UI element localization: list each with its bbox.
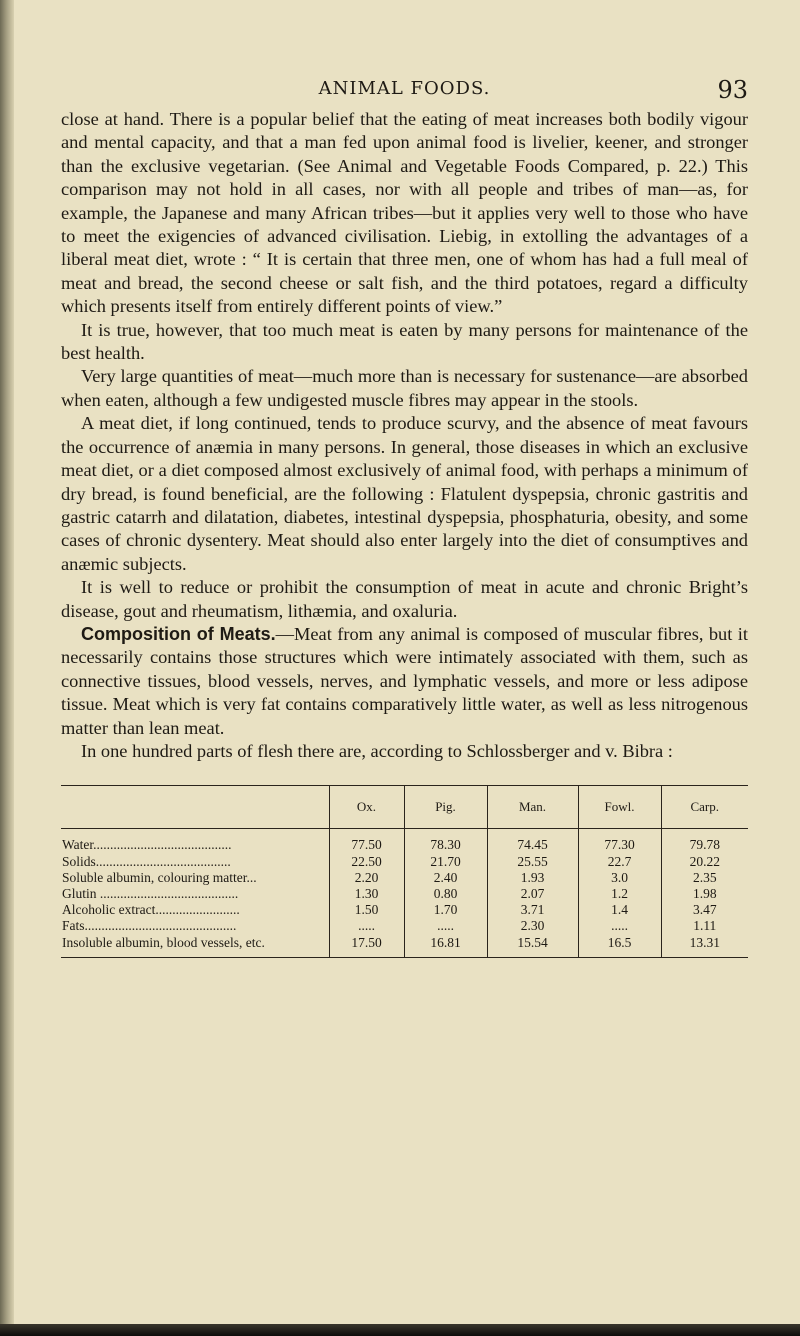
- composition-table: [61, 785, 748, 957]
- book-gutter-shadow: [0, 0, 14, 1336]
- column-values-ox: [329, 829, 404, 957]
- paragraph-composition: [61, 623, 748, 740]
- paragraph-large-quantities: Very large quantities of meat—much more than is necessary for sustenance—are absorbed when eaten, although a few undigested muscle fibres may appear in the stools.: [61, 366, 748, 410]
- table-cell: 3.71: [520, 902, 545, 918]
- table-cell: 3.47: [692, 902, 717, 918]
- table-body: [61, 829, 748, 957]
- table-cell: .....: [437, 918, 454, 934]
- table-cell: 3.0: [611, 869, 628, 885]
- column-values-fowl: [578, 829, 661, 957]
- table-cell: .....: [358, 918, 375, 934]
- table-cell: 1.2: [611, 885, 628, 901]
- column-values-carp: [661, 829, 748, 957]
- column-values-pig: [404, 829, 487, 957]
- table-cell: 1.11: [693, 918, 717, 934]
- row-label: Solids........................................: [62, 853, 231, 869]
- page-header: [61, 76, 748, 106]
- table-cell: 77.30: [604, 837, 635, 853]
- column-values-man: [487, 829, 578, 957]
- table-cell: 16.5: [607, 934, 632, 950]
- table-cell: 1.98: [692, 885, 717, 901]
- table-header-row: [61, 786, 748, 829]
- column-header-man: Man.: [487, 786, 578, 829]
- book-page: [61, 76, 748, 958]
- row-label: Water.........................................: [62, 837, 232, 853]
- paragraph-reduce-meat: It is well to reduce or prohibit the consumption of meat in acute and chronic Bright’s disease, gout and rheumatism, lithæmia, and oxaluria.: [61, 577, 748, 621]
- table-cell: 22.50: [351, 853, 382, 869]
- column-header-ox: Ox.: [329, 786, 404, 829]
- table-cell: 16.81: [430, 934, 461, 950]
- table-cell: 13.31: [689, 934, 720, 950]
- column-header-pig: Pig.: [404, 786, 487, 829]
- table-cell: 2.07: [520, 885, 545, 901]
- table-cell: 1.70: [433, 902, 458, 918]
- table-cell: 1.30: [354, 885, 379, 901]
- row-label: Insoluble albumin, blood vessels, etc.: [62, 934, 265, 950]
- paragraph-table-intro: In one hundred parts of flesh there are, according to Schlossberger and v. Bibra :: [81, 740, 673, 761]
- paragraph-too-much-meat: It is true, however, that too much meat is eaten by many persons for maintenance of the best health.: [61, 319, 748, 364]
- row-label: Soluble albumin, colouring matter...: [62, 869, 257, 885]
- table-cell: 2.20: [354, 869, 379, 885]
- running-title: ANIMAL FOODS.: [318, 78, 491, 99]
- page-number: 93: [717, 76, 748, 104]
- table-cell: 2.30: [520, 918, 545, 934]
- table-cell: 21.70: [430, 853, 461, 869]
- scan-bottom-edge: [0, 1324, 800, 1336]
- table-cell: 2.35: [692, 869, 717, 885]
- composition-text: —Meat from any animal is composed of muscular fibres, but it necessarily contains those structures which were intimately associated with them, such as connective tissues, blood vessels, nerves, and lymphatic vessels, and more or less adipose tissue. Meat which is very fat contains comparatively little water, as well as less nitrogenous matter than lean meat.: [61, 623, 748, 738]
- table-cell: 20.22: [689, 853, 720, 869]
- row-label: Glutin .........................................: [62, 885, 239, 901]
- table-cell: 74.45: [517, 837, 548, 853]
- table-header-blank: [61, 786, 329, 829]
- table-cell: 77.50: [351, 837, 382, 853]
- table-cell: 1.93: [520, 869, 545, 885]
- paragraph-meat-belief: close at hand. There is a popular belief that the eating of meat increases both bodily vigour and mental capacity, and that a man fed upon animal food is livelier, keener, and stronger than the exclusive vegetarian. (See Animal and Vegetable Foods Compared, p. 22.) This comparison may not hold in all cases, nor with all people and tribes of man—as, for example, the Japanese and many African tribes—but it applies very well to those who have to meet the exigencies of advanced civilisation. Liebig, in extolling the advantages of a liberal meat diet, wrote : “ It is certain that three men, one of whom has had a full meal of meat and bread, the second cheese or salt fish, and the third potatoes, regard a difficulty which presents itself from entirely different points of view.”: [61, 109, 748, 317]
- table-cell: 1.4: [611, 902, 628, 918]
- section-heading-composition: Composition of Meats.: [81, 623, 276, 644]
- row-label: Alcoholic extract.........................: [62, 902, 240, 918]
- table-cell: 22.7: [607, 853, 632, 869]
- row-labels-cell: [61, 829, 329, 957]
- table-cell: 25.55: [517, 853, 548, 869]
- table-cell: 17.50: [351, 934, 382, 950]
- table-cell: .....: [611, 918, 628, 934]
- table-cell: 1.50: [354, 902, 379, 918]
- paragraph-meat-diet-diseases: A meat diet, if long continued, tends to produce scurvy, and the absence of meat favours the occurrence of anæmia in many persons. In general, those diseases in which an exclusive meat diet, or a diet composed almost exclusively of animal food, with perhaps a minimum of dry bread, is found beneficial, are the following : Flatulent dyspepsia, chronic gastritis and gastric catarrh and dilatation, diabetes, intestinal dyspepsia, phosphaturia, obesity, and some cases of chronic dysentery. Meat should also enter largely into the diet of consumptives and anæmic subjects.: [61, 413, 748, 574]
- table-cell: 78.30: [430, 837, 461, 853]
- table-cell: 79.78: [689, 837, 720, 853]
- column-header-carp: Carp.: [661, 786, 748, 829]
- table-cell: 2.40: [433, 869, 458, 885]
- table-cell: 15.54: [517, 934, 548, 950]
- table-cell: 0.80: [433, 885, 458, 901]
- column-header-fowl: Fowl.: [578, 786, 661, 829]
- row-label: Fats.............................................: [62, 918, 237, 934]
